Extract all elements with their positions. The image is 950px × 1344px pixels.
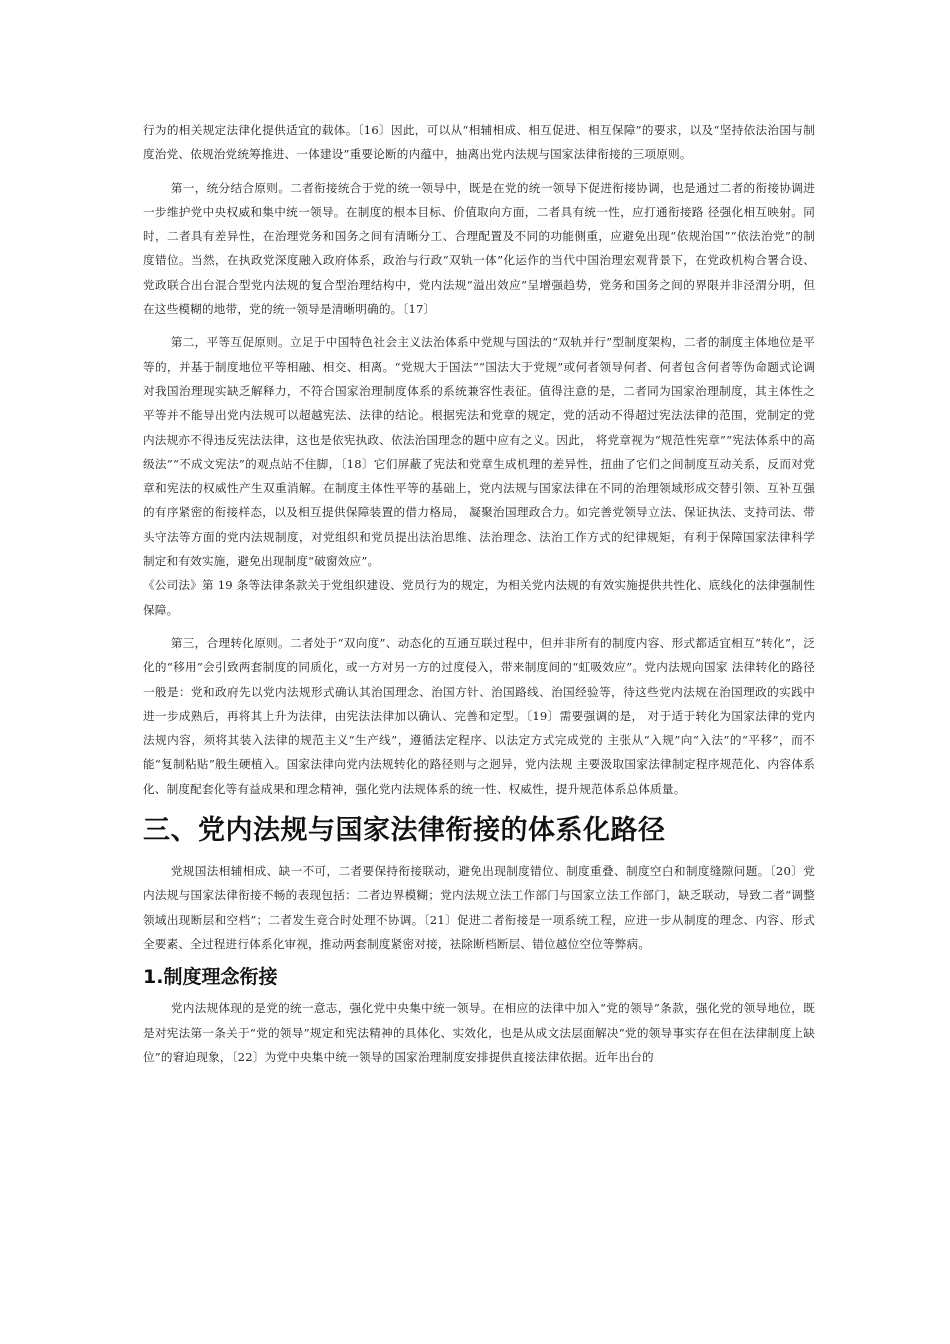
paragraph-company-law: 《公司法》第 19 条等法律条款关于党组织建设、党员行为的规定，为相关党内法规的有效实施提供共性化、底线化的法律强制性保障。 [143, 578, 815, 617]
document-body [143, 118, 815, 1069]
subsection-heading: 1.制度理念衔接 [143, 966, 278, 989]
paragraph-section-intro: 党规国法相辅相成、缺一不可，二者要保持衔接联动，避免出现制度错位、制度重叠、制度空白和制度缝隙问题。〔20〕党内法规与国家法律衔接不畅的表现包括：二者边界模糊；党内法规立法工作部门与国家立法工作部门，缺乏联动，导致二者“调整领域出现断层和空档”；二者发生竞合时处理不协调。〔21〕促进二者衔接是一项系统工程，应进一步从制度的理念、内容、形式全要素、全过程进行体系化审视，推动两套制度紧密对接，祛除断档断层、错位越位空位等弊病。 [143, 864, 815, 951]
paragraph-principle-three: 第三，合理转化原则。二者处于“双向度”、动态化的互通互联过程中，但并非所有的制度内容、形式都适宜相互“转化”，泛化的“移用”会引致两套制度的同质化，或一方对另一方的过度侵入，带来制度间的“虹吸效应”。党内法规向国家 法律转化的路径一般是：党和政府先以党内法规形式确认其治国理念、治国方针、治国路线、治国经验等，待这些党内法规在治国理政的实践中进一步成熟后，再将其上升为法律，由宪法法律加以确认、完善和定型。〔19〕需要强调的是， 对于适于转化为国家法律的党内法规内容，须将其装入法律的规范主义“生产线”，遵循法定程序、以法定方式完成党的 主张从“入规”向“入法”的“平移”，而不能“复制粘贴”般生硬植入。国家法律向党内法规转化的路径则与之迥异，党内法规 主要汲取国家法律制定程序规范化、内容体系化、制度配套化等有益成果和理念精神，强化党内法规体系的统一性、权威性，提升规范体系总体质量。 [143, 635, 815, 796]
paragraph-principle-one: 第一，统分结合原则。二者衔接统合于党的统一领导中，既是在党的统一领导下促进衔接协调，也是通过二者的衔接协调进一步维护党中央权威和集中统一领导。在制度的根本目标、价值取向方面，二者具有统一性，应打通衔接路 径强化相互映射。同时，二者具有差异性，在治理党务和国务之间有清晰分工、合理配置及不同的功能侧重，应避免出现“依规治国”“依法治党”的制度错位。当然，在执政党深度融入政府体系，政治与行政“双轨一体”化运作的当代中国治理宏观背景下，在党政机构合署合设、党政联合出台混合型党内法规的复合型治理结构中，党内法规“溢出效应”呈增强趋势，党务和国务之间的界限并非泾渭分明，但在这些模糊的地带，党的统一领导是清晰明确的。〔17〕 [143, 180, 815, 317]
section-heading: 三、党内法规与国家法律衔接的体系化路径 [143, 815, 666, 847]
paragraph-concept-linkage: 党内法规体现的是党的统一意志，强化党中央集中统一领导。在相应的法律中加入“党的领导”条款，强化党的领导地位，既是对宪法第一条关于“党的领导”规定和宪法精神的具体化、实效化，也是从成文法层面解决“党的领导事实存在但在法律制度上缺位”的窘迫现象，〔22〕为党中央集中统一领导的国家治理制度安排提供直接法律依据。近年出台的 [143, 1001, 815, 1064]
paragraph-continuation: 行为的相关规定法律化提供适宜的载体。〔16〕因此，可以从“相辅相成、相互促进、相互保障”的要求，以及“坚持依法治国与制度治党、依规治党统筹推进、一体建设”重要论断的内蕴中，抽离出党内法规与国家法律衔接的三项原则。 [143, 123, 815, 162]
paragraph-principle-two: 第二，平等互促原则。立足于中国特色社会主义法治体系中党规与国法的“双轨并行”型制度架构，二者的制度主体地位是平等的，并基于制度地位平等相融、相交、相离。“党规大于国法”“国法大于党规”或何者领导何者、何者包含何者等伪命题式论调对我国治理现实缺乏解释力，不符合国家治理制度体系的系统兼容性表征。值得注意的是，二者同为国家治理制度，其主体性之平等并不能导出党内法规可以超越宪法、法律的结论。根据宪法和党章的规定，党的活动不得超过宪法法律的范围，党制定的党内法规亦不得违反宪法法律，这也是依宪执政、依法治国理念的题中应有之义。因此， 将党章视为“规范性宪章”“宪法体系中的高级法”“不成文宪法”的观点站不住脚，〔18〕它们屏蔽了宪法和党章生成机理的差异性，扭曲了它们之间制度互动关系，反而对党章和宪法的权威性产生双重消解。在制度主体性平等的基础上，党内法规与国家法律在不同的治理领域形成交替引领、互补互强的有序紧密的衔接样态，以及相互提供保障装置的借力格局， 凝聚治国理政合力。如完善党领导立法、保证执法、支持司法、带头守法等方面的党内法规制度，对党组织和党员提出法治思维、法治理念、法治工作方式的纪律规矩，有利于保障国家法律科学制定和有效实施，避免出现制度“破窗效应”。 [143, 335, 815, 569]
